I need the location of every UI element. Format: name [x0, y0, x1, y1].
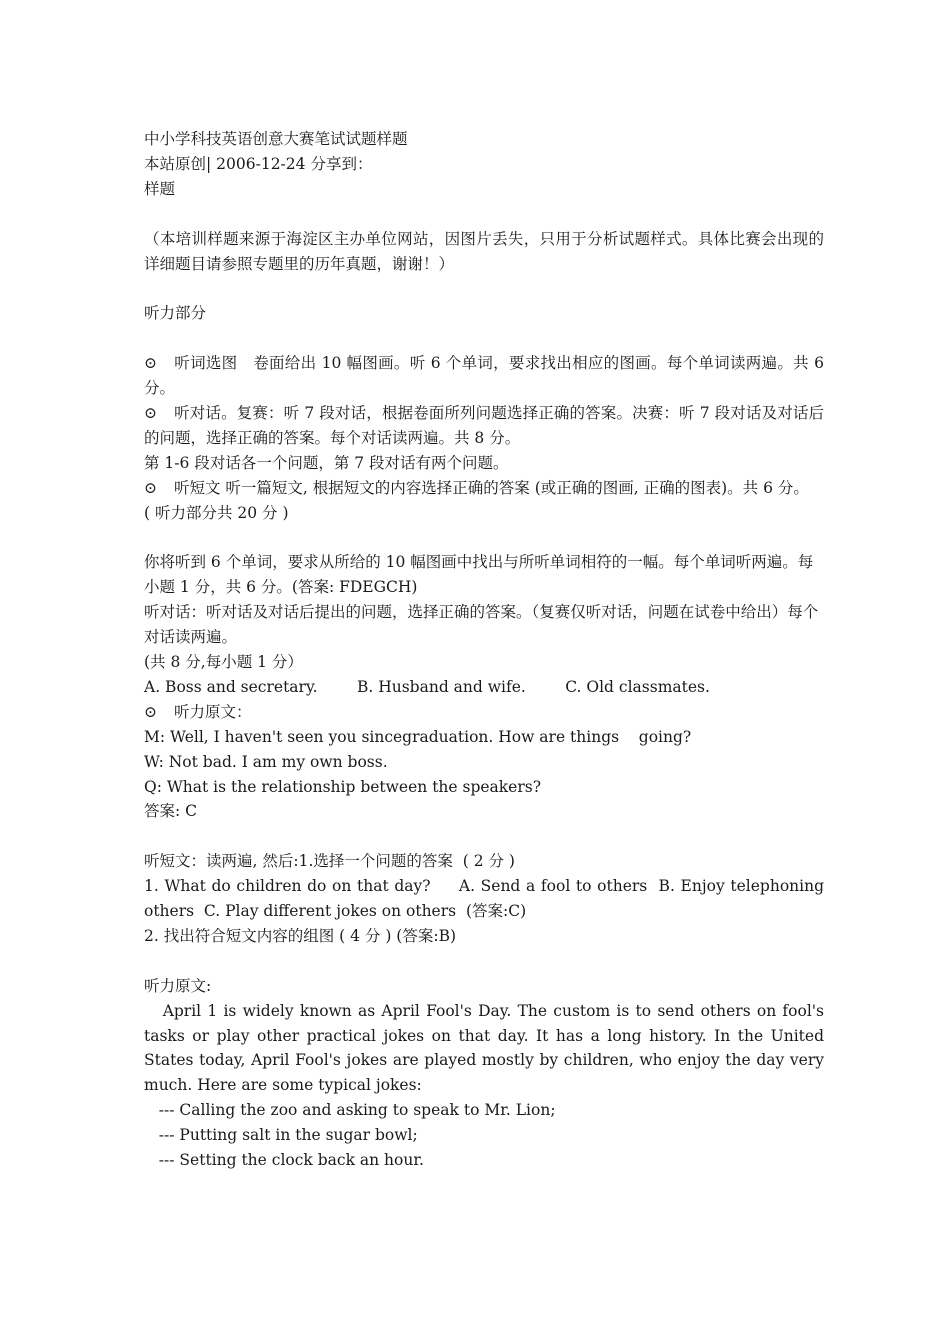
joke-item — [144, 1123, 824, 1148]
question-2-intro: 听对话：听对话及对话后提出的问题，选择正确的答案。（复赛仅听对话，问题在试卷中给出）每个对话读两遍。 — [144, 603, 819, 647]
bullet-icon: ⊙ — [144, 354, 157, 373]
spacer — [144, 276, 824, 301]
joke-text: --- Putting salt in the sugar bowl; — [158, 1126, 418, 1145]
spacer — [144, 525, 824, 550]
listening-part-3-text: 听短文 听一篇短文, 根据短文的内容选择正确的答案 (或正确的图画, 正确的图表)。共 6 分。 — [174, 478, 809, 497]
listening-part-2 — [144, 401, 824, 451]
spacer — [144, 202, 824, 227]
question-3-item-1: 1. What do children do on that day? A. Send a fool to others B. Enjoy telephoning others C. Play different jokes on others (答案:C) — [144, 877, 834, 921]
spacer — [144, 949, 824, 974]
spacer — [144, 326, 824, 351]
section-title: 听力部分 — [144, 304, 207, 323]
post-meta: 本站原创| 2006-12-24 分享到： — [144, 154, 373, 173]
document-page — [144, 127, 834, 1173]
bullet-icon: ⊙ — [144, 702, 157, 721]
joke-item — [144, 1148, 824, 1173]
dialogue-line-m: M: Well, I haven't seen you sincegraduation. How are things going? — [144, 727, 692, 746]
listening-part-2-extra: 第 1-6 段对话各一个问题，第 7 段对话有两个问题。 — [144, 453, 509, 472]
bullet-icon: ⊙ — [144, 403, 157, 422]
listening-part-3 — [144, 476, 824, 501]
passage-label: 听力原文: — [144, 976, 212, 995]
script-label-text: 听力原文： — [174, 702, 252, 721]
spacer — [144, 824, 824, 849]
question-1-intro: 你将听到 6 个单词，要求从所给的 10 幅图画中找出与所听单词相符的一幅。每个单词听两遍。每小题 1 分，共 6 分。(答案: FDEGCH) — [144, 553, 814, 597]
question-3-item-2: 2. 找出符合短文内容的组图 ( 4 分 ) (答案:B) — [144, 926, 457, 945]
listening-part-1-text: 听词选图 卷面给出 10 幅图画。听 6 个单词，要求找出相应的图画。每个单词读两遍。共 6 分。 — [144, 354, 829, 398]
passage-text — [144, 999, 829, 1099]
document-title: 中小学科技英语创意大赛笔试试题样题 — [144, 130, 408, 148]
question-3-intro: 听短文：读两遍, 然后:1.选择一个问题的答案 ( 2 分 ) — [144, 852, 515, 871]
listening-part-1 — [144, 351, 829, 401]
source-note: （本培训样题来源于海淀区主办单位网站，因图片丢失，只用于分析试题样式。具体比赛会出现的详细题目请参照专题里的历年真题，谢谢！） — [144, 229, 824, 273]
question-2-answer: 答案: C — [144, 802, 198, 821]
joke-text: --- Setting the clock back an hour. — [158, 1151, 424, 1170]
question-2-options: A. Boss and secretary. B. Husband and wife. C. Old classmates. — [144, 677, 710, 696]
listening-part-2-text: 听对话。复赛：听 7 段对话，根据卷面所列问题选择正确的答案。决赛：听 7 段对话及对话后的问题，选择正确的答案。每个对话读两遍。共 8 分。 — [144, 403, 824, 447]
bullet-icon: ⊙ — [144, 478, 157, 497]
joke-text: --- Calling the zoo and asking to speak to Mr. Lion; — [158, 1101, 556, 1120]
question-2-score: (共 8 分,每小题 1 分） — [144, 652, 303, 671]
dialogue-line-q: Q: What is the relationship between the speakers? — [144, 777, 542, 796]
joke-item — [144, 1098, 824, 1123]
dialogue-line-w: W: Not bad. I am my own boss. — [144, 752, 388, 771]
passage-body: April 1 is widely known as April Fool's Day. The custom is to send others on fool's tasks or play other practical jokes on that day. It has a long history. In the United States today, April Fool's jokes are played mostly by children, who enjoy the day very much. Here are some typical jokes: — [144, 1001, 829, 1095]
listening-total: ( 听力部分共 20 分 ) — [144, 503, 289, 522]
question-2-script-label — [144, 700, 824, 725]
document-subtitle: 样题 — [144, 179, 176, 198]
